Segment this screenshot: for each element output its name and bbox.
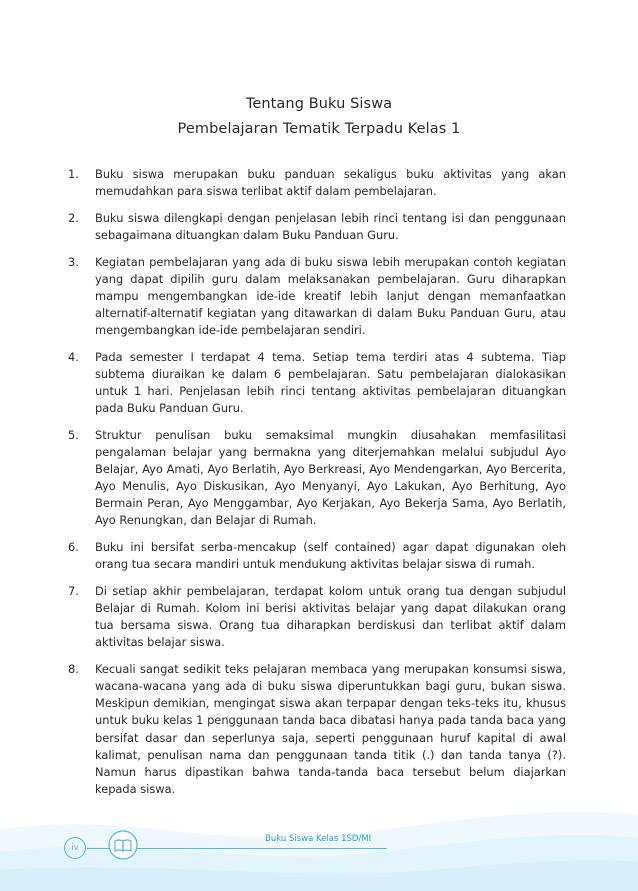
list-item-number: 8. [68, 662, 79, 677]
list-item [68, 539, 566, 573]
list-item-number: 2. [68, 210, 79, 225]
open-book-icon [108, 830, 138, 860]
footer-book-label: Buku Siswa Kelas 1SD/MI [265, 834, 372, 844]
list-item-number: 5. [68, 427, 79, 442]
list-item-text: Buku siswa dilengkapi dengan penjelasan lebih rinci tentang isi dan penggunaan sebagaimana dituangkan dalam Buku Panduan Guru. [95, 210, 566, 242]
list-item-text: Struktur penulisan buku semaksimal mungkin diusahakan memfasilitasi pengalaman belajar yang bermakna yang diterjemahkan melalui subjudul Ayo Belajar, Ayo Amati, Ayo Berlatih, Ayo Berkreasi, Ayo Mendengarkan, Ayo Bercerita, Ayo Menulis, Ayo Diskusikan, Ayo Menyanyi, Ayo Lakukan, Ayo Berhitung, Ayo Bermain Peran, Ayo Menggambar, Ayo Kerjakan, Ayo Bekerja Sama, Ayo Berlatih, Ayo Renungkan, dan Belajar di Rumah. [95, 427, 566, 528]
list-item [68, 661, 566, 798]
list-item [68, 427, 566, 530]
page-number: iv [64, 837, 86, 859]
page-title: Tentang Buku Siswa [245, 96, 393, 112]
page-subtitle: Pembelajaran Tematik Terpadu Kelas 1 [177, 121, 461, 137]
list-item-text: Pada semester I terdapat 4 tema. Setiap tema terdiri atas 4 subtema. Tiap subtema diuraikan ke dalam 6 pembelajaran. Satu pembelajaran dialokasikan untuk 1 hari. Penjelasan lebih rinci tentang aktivitas pembelajaran dituangkan pada Buku Panduan Guru. [95, 349, 566, 416]
list-item-text: Kegiatan pembelajaran yang ada di buku siswa lebih merupakan contoh kegiatan yang dapat dipilih guru dalam melaksanakan pembelajaran. Guru diharapkan mampu mengembangkan ide-ide kreatif lebih lanjut dengan memanfaatkan alternatif-alternatif kegiatan yang ditawarkan di dalam Buku Panduan Guru, atau mengembangkan ide-ide pembelajaran sendiri. [95, 254, 566, 338]
list-item [68, 166, 566, 200]
list-item-number: 3. [68, 254, 79, 269]
list-item-number: 6. [68, 540, 79, 555]
list-item-text: Di setiap akhir pembelajaran, terdapat kolom untuk orang tua dengan subjudul Belajar di Rumah. Kolom ini berisi aktivitas belajar yang dapat dilakukan orang tua bersama siswa. Orang tua diharapkan berdiskusi dan terlibat aktif dalam aktivitas belajar siswa. [95, 584, 566, 650]
list-item-number: 7. [68, 584, 79, 599]
list-item-text: Buku ini bersifat serba-mencakup (self contained) agar dapat digunakan oleh orang tua secara mandiri untuk mendukung aktivitas belajar siswa di rumah. [95, 540, 566, 572]
list-item [68, 583, 566, 651]
list-item-number: 1. [68, 167, 79, 181]
list-item [68, 210, 566, 244]
page-title-block [0, 92, 638, 142]
list-item-number: 4. [68, 349, 79, 364]
numbered-list [68, 166, 566, 808]
list-item-text: Buku siswa merupakan buku panduan sekaligus buku aktivitas yang akan memudahkan para siswa terlibat aktif dalam pembelajaran. [95, 167, 566, 199]
list-item [68, 254, 566, 339]
list-item-text: Kecuali sangat sedikit teks pelajaran membaca yang merupakan konsumsi siswa, wacana-wacana yang ada di buku siswa diperuntukkan bagi guru, bukan siswa. Meskipun demikian, mengingat siswa akan terpapar dengan teks-teks itu, khusus untuk buku kelas 1 penggunaan tanda baca dibatasi hanya pada tanda baca yang bersifat dasar dan seperlunya saja, seperti penggunaan huruf kapital di awal kalimat, penulisan nama dan penggunaan tanda titik (.) dan tanda tanya (?). Namun harus dipastikan bahwa tanda-tanda baca tersebut belum diajarkan kepada siswa. [95, 662, 566, 796]
list-item [68, 349, 566, 417]
